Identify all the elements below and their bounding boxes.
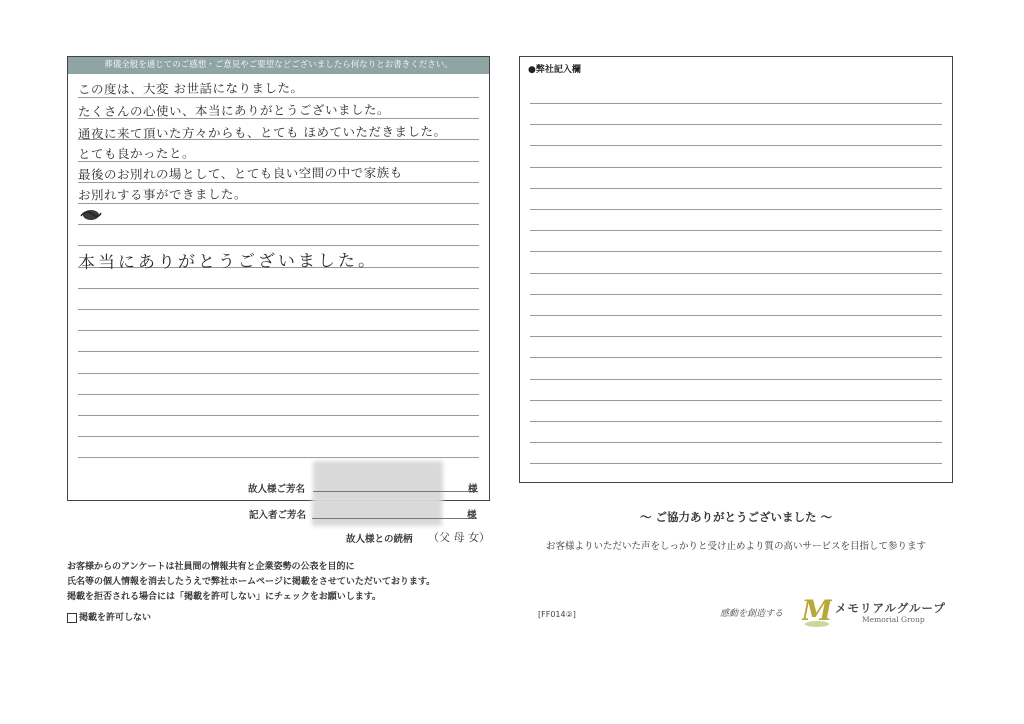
deceased-name-label: 故人様ご芳名 [248, 484, 306, 495]
comment-form-panel [67, 56, 490, 501]
ruled-line [530, 463, 942, 464]
ruled-line [78, 394, 479, 395]
ruled-line [530, 273, 942, 274]
scribble-mark [80, 208, 102, 222]
writer-name-line [312, 518, 477, 519]
ruled-line [78, 457, 479, 458]
privacy-note-2: 氏名等の個人情報を消去したうえで弊社ホームページに掲載をさせていただいております。 [67, 577, 436, 587]
ruled-line [530, 188, 942, 189]
service-message: お客様よりいただいた声をしっかりと受け止めより質の高いサービスを目指して参ります [545, 541, 926, 552]
privacy-note-3: 掲載を拒否される場合には「掲載を許可しない」にチェックをお願いします。 [67, 592, 382, 602]
ruled-line [78, 288, 479, 289]
comment-form-header: 葬儀全般を通じてのご感想・ご意見やご要望などございましたら何なりとお書きください。 [68, 57, 489, 74]
memorial-logo-icon [802, 594, 832, 628]
company-name-en: Memorial Group [862, 615, 925, 624]
ruled-line [530, 336, 942, 337]
staff-entry-label: ●弊社記入欄 [528, 65, 581, 75]
handwriting-line-1: この度は、大変 お世話になりました。 [77, 80, 304, 97]
writer-honorific: 様 [467, 510, 477, 521]
company-tagline: 感動を創造する [720, 609, 784, 619]
relation-value: （父 母 女） [428, 531, 490, 544]
writer-name-label: 記入者ご芳名 [249, 510, 307, 521]
ruled-line [78, 224, 479, 225]
ruled-line [530, 209, 942, 210]
ruled-line [78, 309, 479, 310]
handwriting-line-3: 通夜に来て頂いた方々からも、とても ほめていただきました。 [77, 123, 447, 142]
ruled-line [78, 373, 479, 374]
thanks-message: 〜 ご協力ありがとうございました 〜 [639, 510, 832, 524]
ruled-line [530, 442, 942, 443]
ruled-line [530, 357, 942, 358]
company-name: メモリアルグループ [835, 601, 946, 615]
writer-name-redacted [312, 498, 442, 526]
staff-entry-panel [519, 56, 953, 483]
form-code: [FF014②] [538, 610, 576, 619]
ruled-line [78, 330, 479, 331]
ruled-line [530, 167, 942, 168]
ruled-line [530, 294, 942, 295]
ruled-line [530, 379, 942, 380]
ruled-line [78, 436, 479, 437]
ruled-line [530, 315, 942, 316]
handwriting-line-2: たくさんの心使い、本当にありがとうございました。 [77, 101, 391, 120]
deceased-honorific: 様 [468, 484, 478, 495]
ruled-line [78, 351, 479, 352]
handwriting-line-7: 本当にありがとうございました。 [77, 250, 379, 274]
no-publish-label: 掲載を許可しない [79, 613, 152, 623]
ruled-line [530, 145, 942, 146]
handwriting-line-5: 最後のお別れの場として、とても良い空間の中で家族も [77, 164, 403, 183]
ruled-line [530, 251, 942, 252]
ruled-line [530, 230, 942, 231]
logo-letter: M [802, 594, 832, 627]
ruled-line [530, 400, 942, 401]
ruled-line [78, 415, 479, 416]
deceased-name-line [313, 491, 478, 492]
relation-label: 故人様との続柄 [346, 534, 413, 545]
ruled-line [530, 124, 942, 125]
handwriting-line-6: お別れする事ができました。 [77, 186, 248, 203]
privacy-note-1: お客様からのアンケートは社員間の情報共有と企業姿勢の公表を目的に [67, 562, 355, 572]
ruled-line [530, 421, 942, 422]
ruled-line [530, 103, 942, 104]
deceased-name-redacted [313, 461, 443, 501]
handwriting-line-4: とても良かったと。 [77, 145, 196, 162]
no-publish-checkbox[interactable] [67, 613, 77, 623]
